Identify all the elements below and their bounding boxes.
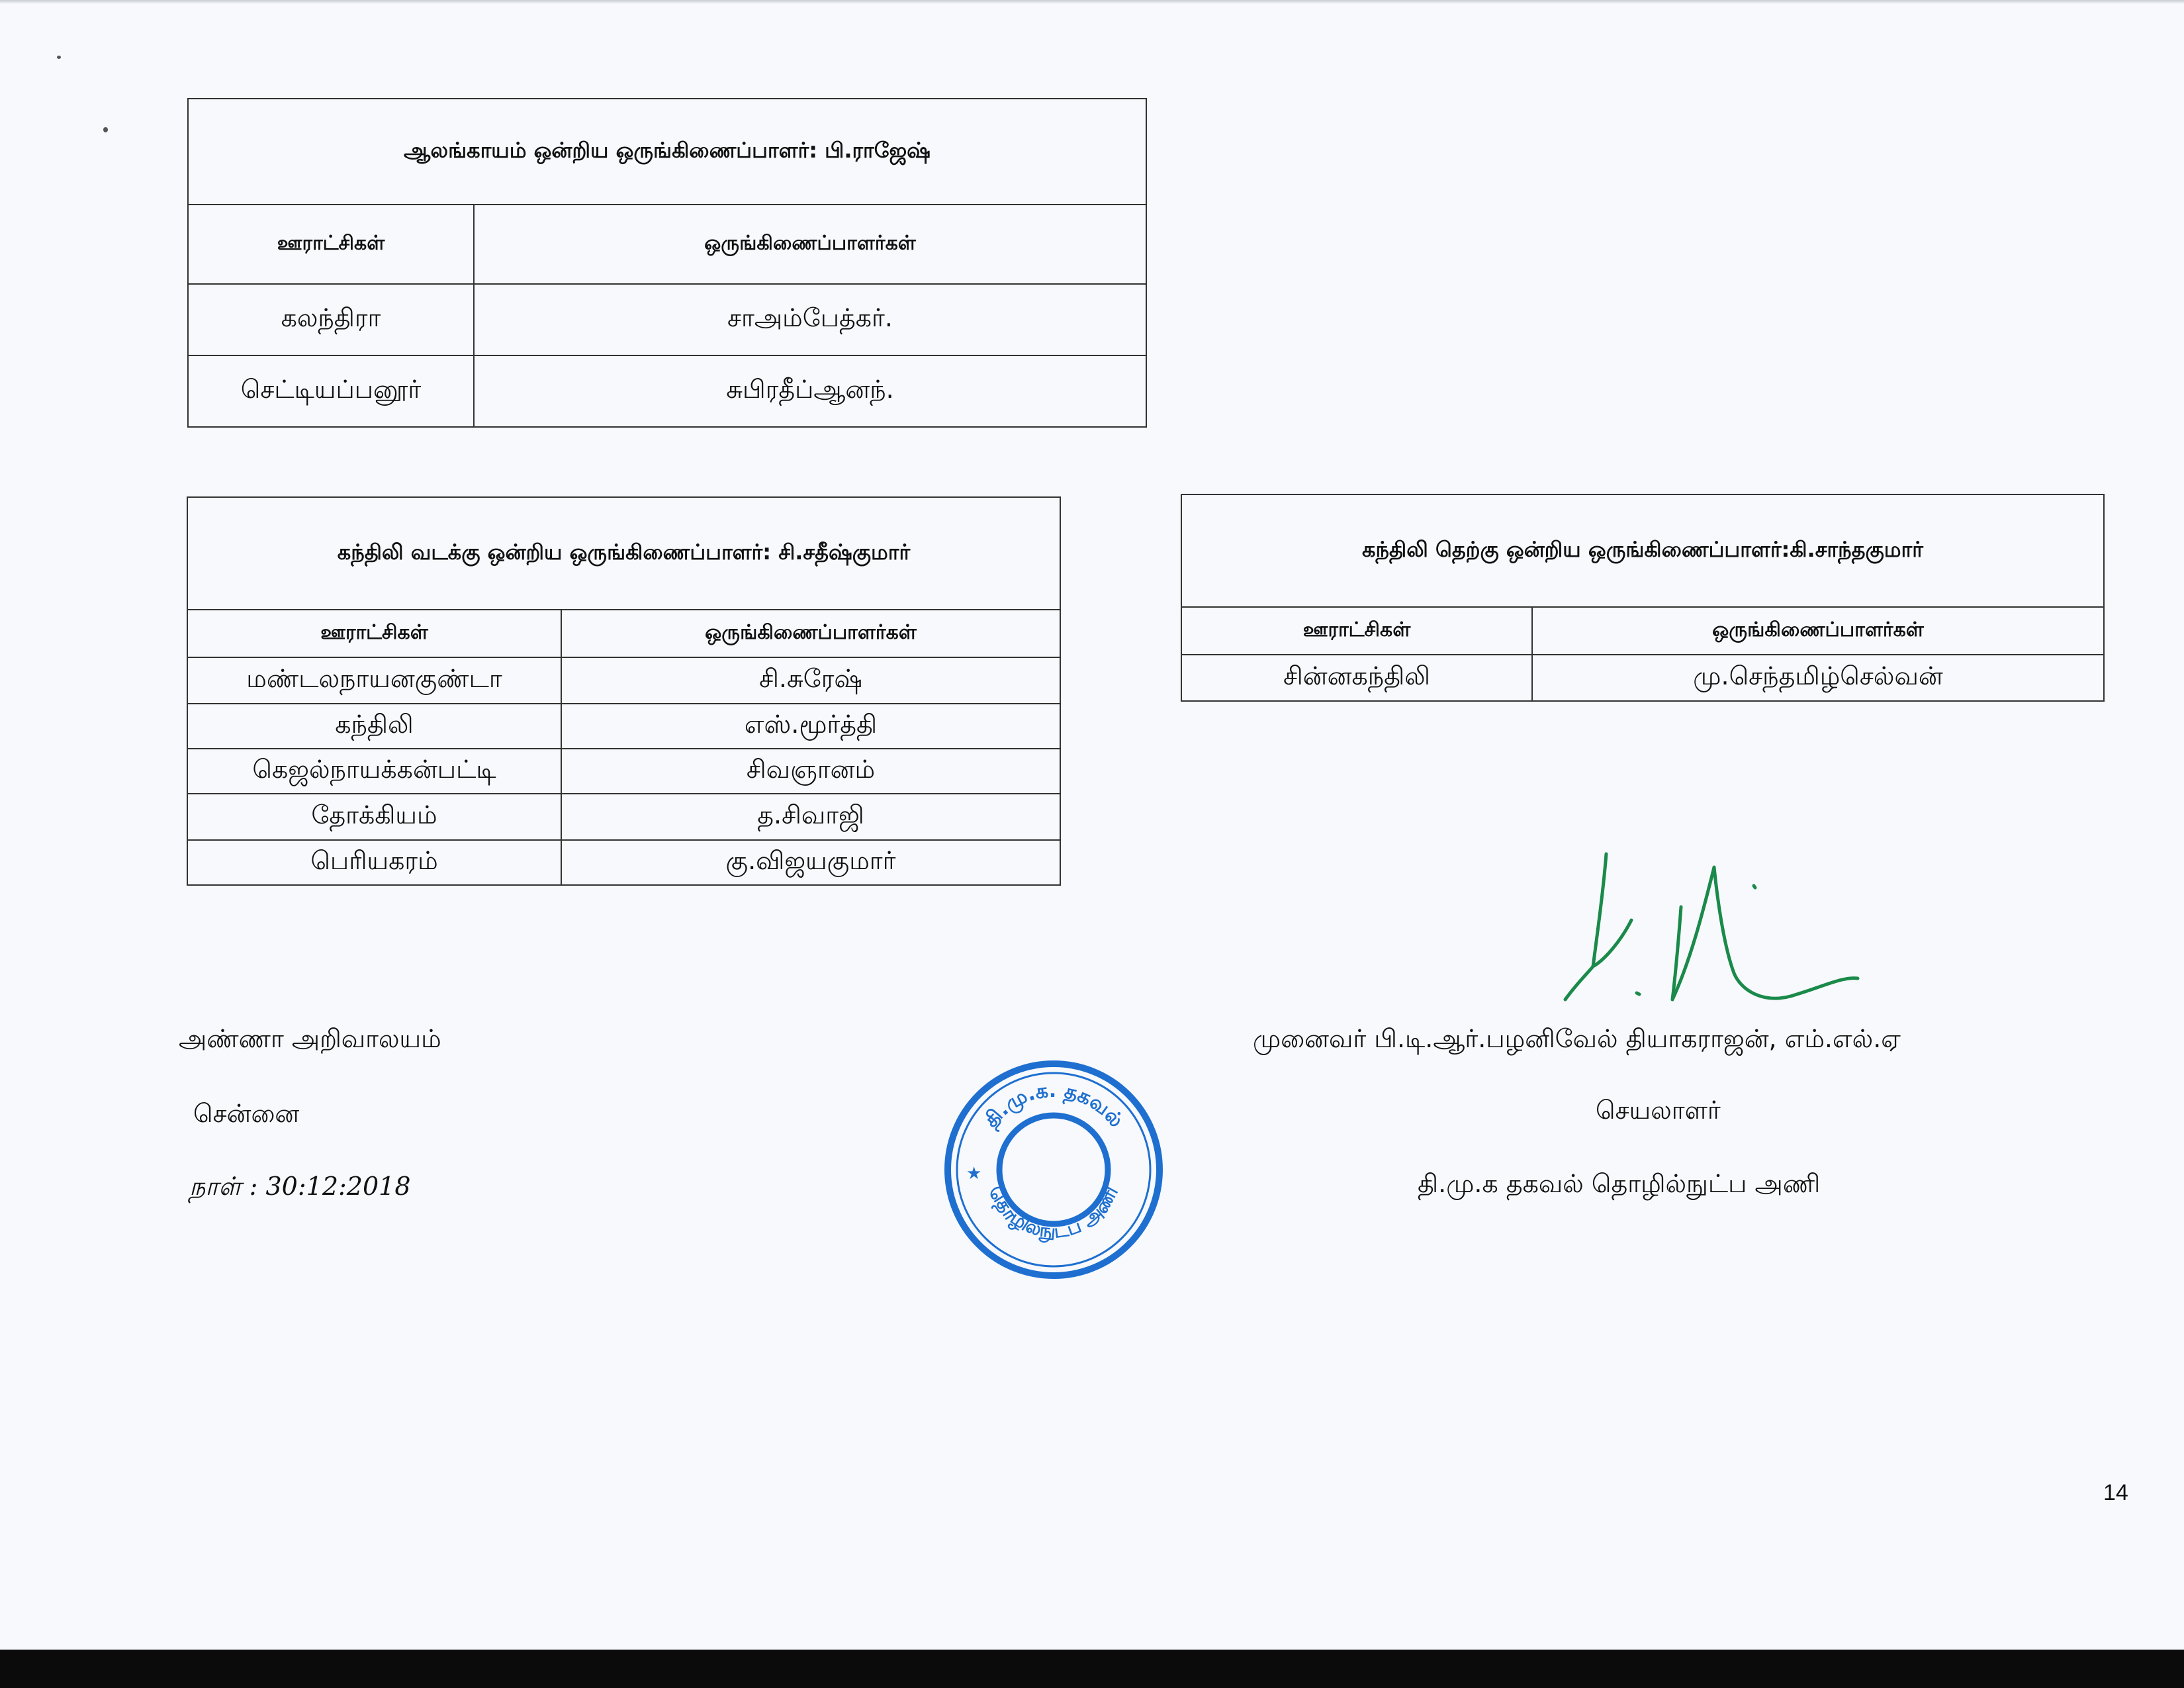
table-row	[188, 355, 1146, 427]
scan-speck	[57, 56, 61, 59]
footer-place: அண்ணா அறிவாலயம்	[179, 1024, 441, 1053]
stamp-text-bottom: தொழில்நுட்ப அணி	[984, 1182, 1122, 1243]
signature	[1559, 841, 1870, 1026]
coordinator-cell: மு.செந்தமிழ்செல்வன்	[1532, 655, 2104, 701]
star-icon: ★	[966, 1164, 982, 1184]
coordinator-cell: சிவஞானம்	[561, 749, 1060, 794]
column-header-coordinators: ஒருங்கிணைப்பாளர்கள்	[561, 610, 1060, 657]
scan-edge-top	[0, 0, 2184, 4]
coordinator-cell: எஸ்.மூர்த்தி	[561, 704, 1060, 749]
coordinator-cell: த.சிவாஜி	[561, 794, 1060, 840]
coordinator-cell: சுபிரதீப்ஆனந்.	[474, 355, 1146, 427]
signatory-name: முனைவர் பி.டி.ஆர்.பழனிவேல் தியாகராஜன், எம்.எல்.ஏ	[1253, 1024, 1901, 1053]
table-row	[1181, 655, 2104, 701]
table-row	[187, 657, 1060, 704]
stamp-text-top: தி.மு.க. தகவல்	[979, 1078, 1128, 1133]
table-title: கந்திலி தெற்கு ஒன்றிய ஒருங்கிணைப்பாளர்:கி.சாந்தகுமார்	[1181, 494, 2104, 607]
table-row	[187, 749, 1060, 794]
table-row	[187, 704, 1060, 749]
panchayat-cell: தோக்கியம்	[187, 794, 561, 840]
panchayat-cell: கெஜல்நாயக்கன்பட்டி	[187, 749, 561, 794]
table-kandhili-north	[187, 496, 1061, 886]
column-header-coordinators: ஒருங்கிணைப்பாளர்கள்	[1532, 607, 2104, 655]
footer-city: சென்னை	[193, 1099, 300, 1128]
table-kandhili-south	[1181, 494, 2105, 702]
panchayat-cell: பெரியகரம்	[187, 840, 561, 885]
table-row	[187, 794, 1060, 840]
panchayat-cell: கலந்திரா	[188, 284, 474, 355]
table-row	[187, 840, 1060, 885]
panchayat-cell: சின்னகந்திலி	[1181, 655, 1532, 701]
coordinator-cell: கு.விஜயகுமார்	[561, 840, 1060, 885]
panchayat-cell: கந்திலி	[187, 704, 561, 749]
signatory-designation: செயலாளர்	[1596, 1096, 1721, 1125]
stamp-seal	[942, 1058, 1165, 1281]
table-title: ஆலங்காயம் ஒன்றிய ஒருங்கிணைப்பாளர்: பி.ராஜேஷ்	[188, 99, 1146, 205]
table-row	[188, 284, 1146, 355]
scan-edge-bottom	[0, 1650, 2184, 1688]
footer-date: நாள் : 30:12:2018	[189, 1172, 411, 1201]
coordinator-cell: சி.சுரேஷ்	[561, 657, 1060, 704]
panchayat-cell: மண்டலநாயனகுண்டா	[187, 657, 561, 704]
panchayat-cell: செட்டியப்பனூர்	[188, 355, 474, 427]
signatory-organization: தி.மு.க தகவல் தொழில்நுட்ப அணி	[1418, 1169, 1821, 1198]
page-number: 14	[2103, 1480, 2128, 1505]
table-alangayam	[187, 98, 1147, 428]
coordinator-cell: சாஅம்பேத்கர்.	[474, 284, 1146, 355]
column-header-panchayats: ஊராட்சிகள்	[187, 610, 561, 657]
table-title: கந்திலி வடக்கு ஒன்றிய ஒருங்கிணைப்பாளர்: சி.சதீஷ்குமார்	[187, 497, 1060, 610]
column-header-coordinators: ஒருங்கிணைப்பாளர்கள்	[474, 205, 1146, 284]
scan-speck	[103, 127, 108, 132]
column-header-panchayats: ஊராட்சிகள்	[188, 205, 474, 284]
column-header-panchayats: ஊராட்சிகள்	[1181, 607, 1532, 655]
